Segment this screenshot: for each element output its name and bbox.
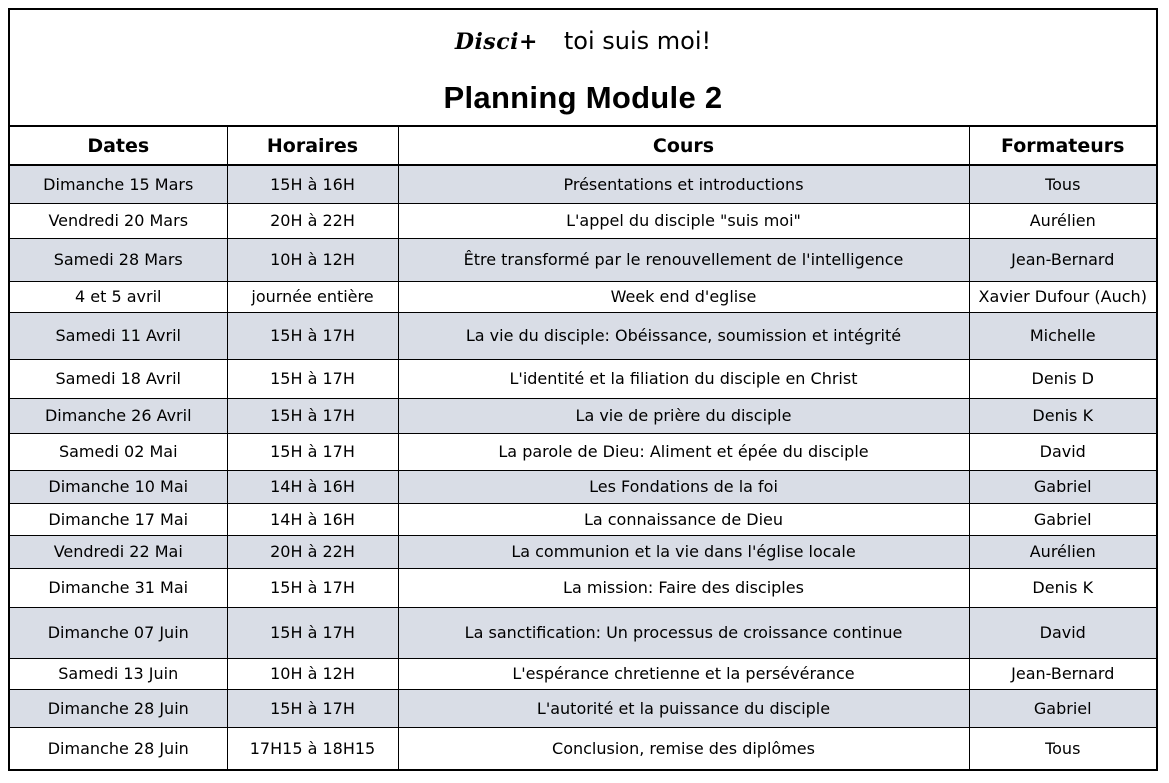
- cell-course: La communion et la vie dans l'église locale: [398, 535, 969, 568]
- table-row: [10, 470, 1156, 503]
- table-row: [10, 238, 1156, 281]
- table-row: [10, 398, 1156, 433]
- cell-trainer: Jean-Bernard: [969, 238, 1156, 281]
- cell-time: 20H à 22H: [227, 203, 398, 238]
- cell-date: Dimanche 10 Mai: [10, 470, 227, 503]
- cell-time: 10H à 12H: [227, 658, 398, 689]
- schedule-table: [10, 127, 1156, 769]
- tagline: toi suis moi!: [563, 27, 712, 55]
- table-row: [10, 165, 1156, 203]
- cell-date: Samedi 11 Avril: [10, 312, 227, 359]
- table-row: [10, 281, 1156, 312]
- cell-time: 15H à 17H: [227, 312, 398, 359]
- table-row: [10, 658, 1156, 689]
- table-row: [10, 312, 1156, 359]
- table-row: [10, 607, 1156, 658]
- cell-trainer: Gabriel: [969, 689, 1156, 727]
- column-header-horaires: Horaires: [227, 127, 398, 165]
- cell-course: L'identité et la filiation du disciple en Christ: [398, 359, 969, 398]
- cell-trainer: Aurélien: [969, 203, 1156, 238]
- table-row: [10, 568, 1156, 607]
- table-row: [10, 689, 1156, 727]
- cell-date: Dimanche 17 Mai: [10, 503, 227, 535]
- cell-course: La connaissance de Dieu: [398, 503, 969, 535]
- cell-trainer: Denis D: [969, 359, 1156, 398]
- cell-course: La mission: Faire des disciples: [398, 568, 969, 607]
- cell-date: Samedi 02 Mai: [10, 433, 227, 470]
- cell-date: Dimanche 07 Juin: [10, 607, 227, 658]
- cell-date: Dimanche 15 Mars: [10, 165, 227, 203]
- cell-time: 15H à 17H: [227, 398, 398, 433]
- header-row: [10, 127, 1156, 165]
- cell-time: 15H à 17H: [227, 568, 398, 607]
- brand-line: [10, 26, 1156, 57]
- page-title: Planning Module 2: [443, 80, 723, 115]
- cell-trainer: Gabriel: [969, 503, 1156, 535]
- table-row: [10, 535, 1156, 568]
- cell-time: 10H à 12H: [227, 238, 398, 281]
- cell-trainer: Gabriel: [969, 470, 1156, 503]
- table-row: [10, 203, 1156, 238]
- cell-date: Samedi 18 Avril: [10, 359, 227, 398]
- cell-time: journée entière: [227, 281, 398, 312]
- cell-time: 17H15 à 18H15: [227, 727, 398, 769]
- cell-trainer: Aurélien: [969, 535, 1156, 568]
- cell-course: L'appel du disciple "suis moi": [398, 203, 969, 238]
- cell-date: Dimanche 31 Mai: [10, 568, 227, 607]
- cell-time: 15H à 17H: [227, 433, 398, 470]
- column-header-cours: Cours: [398, 127, 969, 165]
- cell-course: Être transformé par le renouvellement de l'intelligence: [398, 238, 969, 281]
- cell-date: Dimanche 26 Avril: [10, 398, 227, 433]
- cell-date: Vendredi 22 Mai: [10, 535, 227, 568]
- column-header-formateurs: Formateurs: [969, 127, 1156, 165]
- cell-course: L'autorité et la puissance du disciple: [398, 689, 969, 727]
- cell-course: Présentations et introductions: [398, 165, 969, 203]
- cell-trainer: Tous: [969, 165, 1156, 203]
- cell-time: 14H à 16H: [227, 503, 398, 535]
- cell-date: Dimanche 28 Juin: [10, 727, 227, 769]
- cell-time: 15H à 17H: [227, 359, 398, 398]
- cell-time: 15H à 17H: [227, 689, 398, 727]
- cell-trainer: Denis K: [969, 398, 1156, 433]
- cell-course: La vie de prière du disciple: [398, 398, 969, 433]
- column-header-dates: Dates: [10, 127, 227, 165]
- cell-course: La vie du disciple: Obéissance, soumission et intégrité: [398, 312, 969, 359]
- cell-trainer: Tous: [969, 727, 1156, 769]
- cell-time: 15H à 17H: [227, 607, 398, 658]
- cell-trainer: David: [969, 433, 1156, 470]
- cell-date: Dimanche 28 Juin: [10, 689, 227, 727]
- cell-course: Les Fondations de la foi: [398, 470, 969, 503]
- table-row: [10, 359, 1156, 398]
- table-row: [10, 433, 1156, 470]
- cell-course: La parole de Dieu: Aliment et épée du disciple: [398, 433, 969, 470]
- cell-course: Conclusion, remise des diplômes: [398, 727, 969, 769]
- disci-logo: Disci+: [454, 29, 538, 55]
- cell-course: La sanctification: Un processus de croissance continue: [398, 607, 969, 658]
- cell-time: 20H à 22H: [227, 535, 398, 568]
- cell-trainer: David: [969, 607, 1156, 658]
- planning-sheet: [8, 8, 1158, 771]
- document-header: [10, 10, 1156, 127]
- table-row: [10, 727, 1156, 769]
- cell-time: 15H à 16H: [227, 165, 398, 203]
- table-row: [10, 503, 1156, 535]
- cell-course: L'espérance chretienne et la persévérance: [398, 658, 969, 689]
- cell-course: Week end d'eglise: [398, 281, 969, 312]
- cell-date: Vendredi 20 Mars: [10, 203, 227, 238]
- cell-trainer: Xavier Dufour (Auch): [969, 281, 1156, 312]
- cell-date: 4 et 5 avril: [10, 281, 227, 312]
- cell-trainer: Denis K: [969, 568, 1156, 607]
- cell-date: Samedi 13 Juin: [10, 658, 227, 689]
- cell-date: Samedi 28 Mars: [10, 238, 227, 281]
- cell-time: 14H à 16H: [227, 470, 398, 503]
- cell-trainer: Michelle: [969, 312, 1156, 359]
- cell-trainer: Jean-Bernard: [969, 658, 1156, 689]
